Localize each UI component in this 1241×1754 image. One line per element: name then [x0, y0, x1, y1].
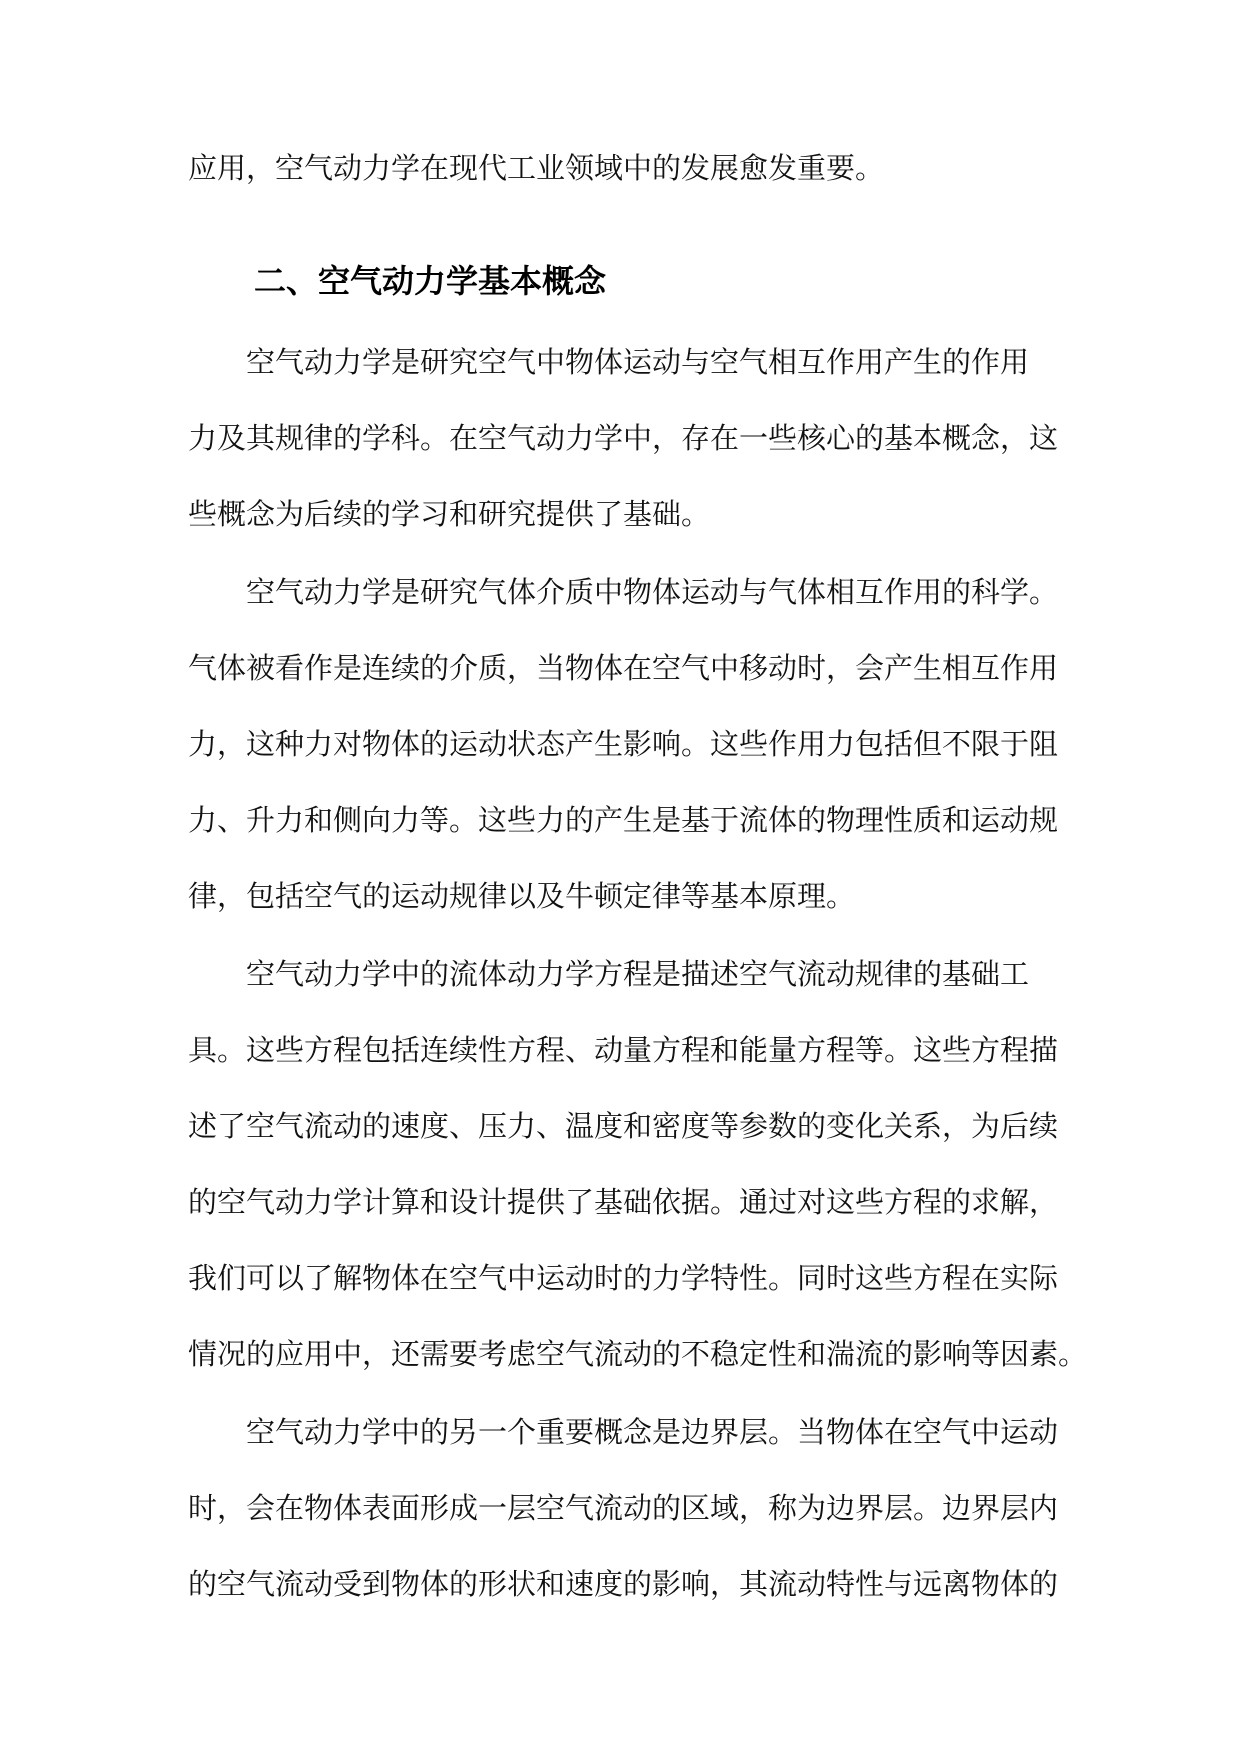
paragraph-3-line-6: 情况的应用中，还需要考虑空气流动的不稳定性和湍流的影响等因素。 [188, 1337, 1088, 1371]
paragraph-2-line-1: 空气动力学是研究气体介质中物体运动与气体相互作用的科学。 [246, 575, 1059, 609]
paragraph-1-line-2: 力及其规律的学科。在空气动力学中，存在一些核心的基本概念，这 [188, 421, 1059, 455]
paragraph-3-line-1: 空气动力学中的流体动力学方程是描述空气流动规律的基础工 [246, 957, 1030, 991]
paragraph-4-line-3: 的空气流动受到物体的形状和速度的影响，其流动特性与远离物体的 [188, 1567, 1059, 1601]
paragraph-4-line-2: 时，会在物体表面形成一层空气流动的区域，称为边界层。边界层内 [188, 1491, 1059, 1525]
paragraph-2-line-2: 气体被看作是连续的介质，当物体在空气中移动时，会产生相互作用 [188, 651, 1059, 685]
paragraph-2-line-5: 律，包括空气的运动规律以及牛顿定律等基本原理。 [188, 879, 856, 913]
paragraph-2-line-4: 力、升力和侧向力等。这些力的产生是基于流体的物理性质和运动规 [188, 803, 1059, 837]
paragraph-2-line-3: 力，这种力对物体的运动状态产生影响。这些作用力包括但不限于阻 [188, 727, 1059, 761]
section-heading: 二、空气动力学基本概念 [254, 262, 607, 300]
paragraph-3-line-2: 具。这些方程包括连续性方程、动量方程和能量方程等。这些方程描 [188, 1033, 1059, 1067]
paragraph-4-line-1: 空气动力学中的另一个重要概念是边界层。当物体在空气中运动 [246, 1415, 1059, 1449]
paragraph-1-line-3: 些概念为后续的学习和研究提供了基础。 [188, 497, 711, 531]
paragraph-3-line-5: 我们可以了解物体在空气中运动时的力学特性。同时这些方程在实际 [188, 1261, 1059, 1295]
paragraph-3-line-4: 的空气动力学计算和设计提供了基础依据。通过对这些方程的求解， [188, 1185, 1059, 1219]
paragraph-3-line-3: 述了空气流动的速度、压力、温度和密度等参数的变化关系，为后续 [188, 1109, 1059, 1143]
paragraph-1-line-1: 空气动力学是研究空气中物体运动与空气相互作用产生的作用 [246, 345, 1030, 379]
body-text-line: 应用，空气动力学在现代工业领域中的发展愈发重要。 [188, 151, 885, 185]
